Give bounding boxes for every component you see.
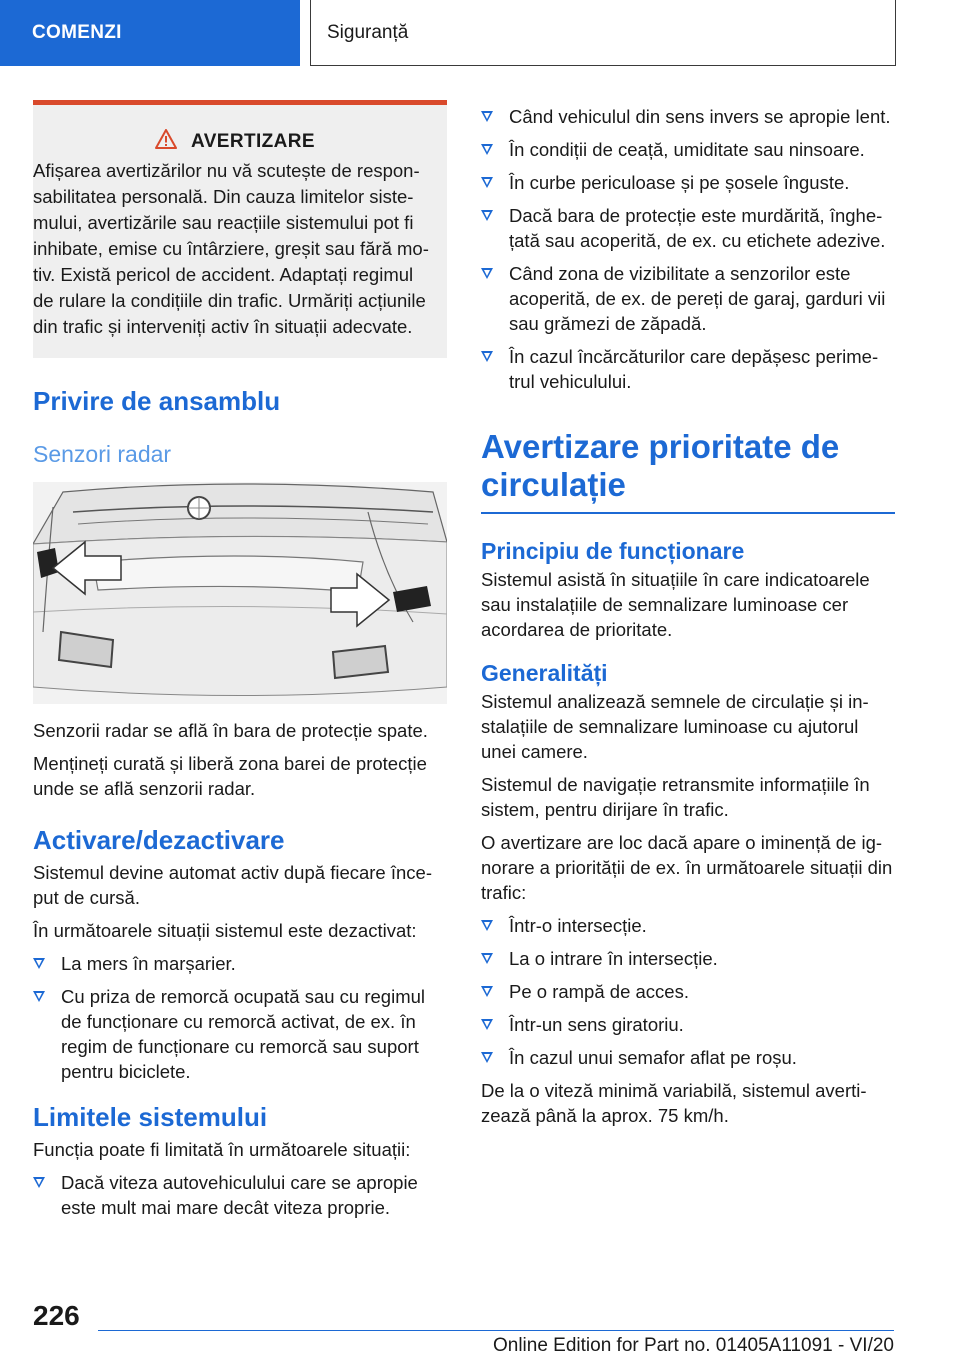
triangle-bullet-icon xyxy=(33,1177,45,1188)
general-heading: Generalități xyxy=(481,660,608,686)
overview-heading: Privire de ansamblu xyxy=(33,386,281,416)
limits-list-continued xyxy=(481,104,895,394)
triangle-bullet-icon xyxy=(481,1019,493,1030)
general-paragraph-1: Sistemul analizează semnele de circulație și in-stalațiile de semnalizare luminoase cu ajutorul unei camere. xyxy=(481,691,869,762)
list-item-text: Într-un sens giratoriu. xyxy=(509,1014,684,1035)
triangle-bullet-icon xyxy=(481,144,493,155)
list-item xyxy=(481,979,895,1004)
list-item-text: Pe o rampă de acces. xyxy=(509,981,689,1002)
right-column xyxy=(481,104,895,1136)
heading-rule xyxy=(481,512,895,514)
triangle-bullet-icon xyxy=(481,1052,493,1063)
list-item xyxy=(481,203,895,253)
activation-paragraph-2: În următoarele situații sistemul este dezactivat: xyxy=(33,920,417,941)
activation-heading: Activare/dezactivare xyxy=(33,825,285,855)
radar-heading: Senzori radar xyxy=(33,441,172,467)
header-chapter-tab xyxy=(310,0,896,66)
triangle-bullet-icon xyxy=(481,986,493,997)
general-paragraph-4: De la o viteză minimă variabilă, sistemul averti-zează până la aprox. 75 km/h. xyxy=(481,1080,867,1126)
list-item-text: În cazul încărcăturilor care depășesc perime-trul vehiculului. xyxy=(509,346,879,392)
list-item xyxy=(481,170,895,195)
warning-triangle-icon xyxy=(155,129,177,154)
header-chapter-label: Siguranță xyxy=(327,21,409,43)
list-item xyxy=(481,104,895,129)
general-paragraph-2: Sistemul de navigație retransmite informațiile în sistem, pentru dirijare în trafic. xyxy=(481,774,870,820)
warning-text: Afișarea avertizărilor nu vă scutește de respon-sabilitatea personală. Din cauza limitelor siste-mului, avertizările sau reacțiile sistemului pot fi inhibate, emise cu întârziere, greșit sau fără mo-tiv. Există pericol de accident. Adaptați regimul de rulare la condițiile din trafic. Urmăriți acțiunile din trafic și interveniți activ în situații adecvate. xyxy=(33,160,429,337)
list-item-text: Cu priza de remorcă ocupată sau cu regimul de funcționare cu remorcă activat, de ex. în regim de funcționare cu remorcă sau suport pentru biciclete. xyxy=(61,986,426,1082)
general-paragraph-3: O avertizare are loc dacă apare o iminență de ig-norare a priorității de ex. în următoarele situații din trafic: xyxy=(481,832,893,903)
list-item xyxy=(481,344,895,394)
list-item xyxy=(481,1045,895,1070)
activation-paragraph-1: Sistemul devine automat activ după fiecare înce-put de cursă. xyxy=(33,862,432,908)
list-item xyxy=(33,951,447,976)
situations-list xyxy=(481,913,895,1070)
header-section-tab xyxy=(0,0,300,66)
list-item xyxy=(481,137,895,162)
triangle-bullet-icon xyxy=(481,953,493,964)
list-item-text: Într-o intersecție. xyxy=(509,915,647,936)
list-item-text: În cazul unui semafor aflat pe roșu. xyxy=(509,1047,797,1068)
triangle-bullet-icon xyxy=(481,177,493,188)
header-section-label: COMENZI xyxy=(32,22,122,43)
warning-box xyxy=(33,100,447,358)
footer-rule xyxy=(98,1330,894,1331)
footer-edition-text: Online Edition for Part no. 01405A11091 - VI/20 xyxy=(492,1335,894,1356)
triangle-bullet-icon xyxy=(481,268,493,279)
triangle-bullet-icon xyxy=(33,958,45,969)
left-column xyxy=(33,100,447,1228)
limits-heading: Limitele sistemului xyxy=(33,1102,268,1132)
radar-paragraph-2: Mențineți curată și liberă zona barei de protecție unde se află senzorii radar. xyxy=(33,753,427,799)
list-item xyxy=(481,1012,895,1037)
warning-title: AVERTIZARE xyxy=(191,130,315,152)
triangle-bullet-icon xyxy=(33,991,45,1002)
list-item xyxy=(33,1170,447,1220)
list-item-text: În condiții de ceață, umiditate sau ninsoare. xyxy=(509,139,865,160)
triangle-bullet-icon xyxy=(481,920,493,931)
triangle-bullet-icon xyxy=(481,111,493,122)
triangle-bullet-icon xyxy=(481,210,493,221)
limits-list xyxy=(33,1170,447,1220)
page-number: 226 xyxy=(33,1300,80,1331)
principle-heading: Principiu de funcționare xyxy=(481,538,745,564)
list-item xyxy=(481,913,895,938)
radar-paragraph-1: Senzorii radar se află în bara de protecție spate. xyxy=(33,720,428,741)
activation-list xyxy=(33,951,447,1084)
main-section-heading: Avertizare prioritate de circulație xyxy=(481,428,840,503)
warning-title-row xyxy=(33,129,437,154)
triangle-bullet-icon xyxy=(481,351,493,362)
rear-bumper-radar-illustration xyxy=(33,482,447,704)
list-item xyxy=(33,984,447,1084)
principle-paragraph: Sistemul asistă în situațiile în care indicatoarele sau instalațiile de semnalizare luminoase cer acordarea de prioritate. xyxy=(481,569,870,640)
list-item-text: La o intrare în intersecție. xyxy=(509,948,718,969)
list-item-text: Dacă viteza autovehiculului care se apropie este mult mai mare decât viteza proprie. xyxy=(61,1172,418,1218)
list-item xyxy=(481,946,895,971)
list-item-text: În curbe periculoase și pe șosele înguste. xyxy=(509,172,850,193)
list-item-text: Când zona de vizibilitate a senzorilor este acoperită, de ex. de pereți de garaj, garduri vii sau grămezi de zăpadă. xyxy=(509,263,886,334)
list-item xyxy=(481,261,895,336)
list-item-text: Dacă bara de protecție este murdărită, înghe-țată sau acoperită, de ex. cu etichete adezive. xyxy=(509,205,886,251)
list-item-text: Când vehiculul din sens invers se apropie lent. xyxy=(509,106,891,127)
limits-paragraph: Funcția poate fi limitată în următoarele situații: xyxy=(33,1139,411,1160)
list-item-text: La mers în marșarier. xyxy=(61,953,236,974)
